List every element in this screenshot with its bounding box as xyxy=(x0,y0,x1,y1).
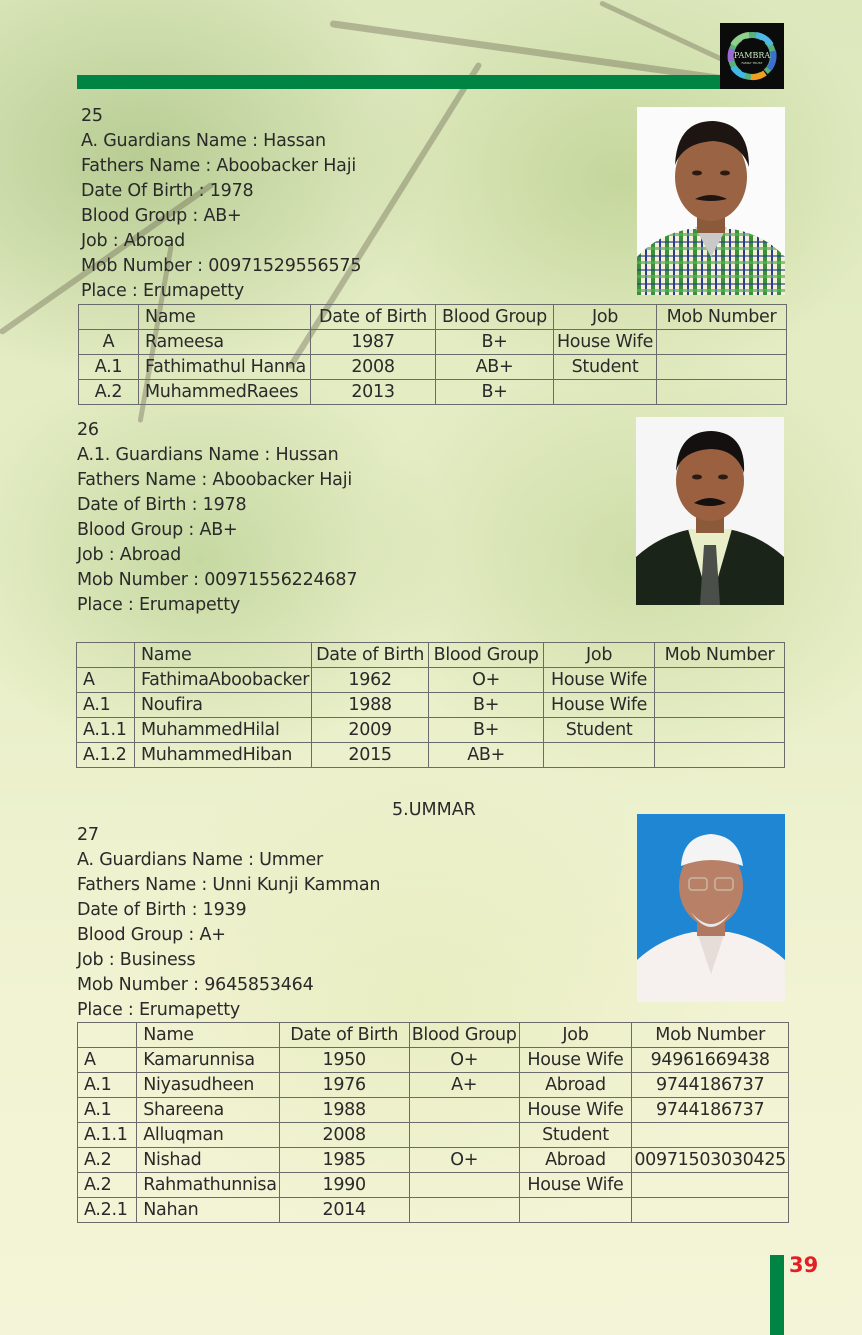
cell-mob-number xyxy=(655,718,785,743)
header-name: Name xyxy=(137,1023,279,1048)
date-of-birth: Date Of Birth : 1978 xyxy=(81,181,254,201)
place: Place : Erumapetty xyxy=(77,1000,241,1020)
mob-number: Mob Number : 9645853464 xyxy=(77,975,314,995)
cell-dob: 2009 xyxy=(312,718,429,743)
table-row xyxy=(78,1073,789,1098)
cell-name: Nahan xyxy=(137,1198,279,1223)
cell-blood-group xyxy=(409,1123,519,1148)
header-job: Job xyxy=(554,305,657,330)
logo-hands-circle-icon xyxy=(723,27,781,85)
cell-dob: 2013 xyxy=(311,380,436,405)
cell-dob: 2014 xyxy=(279,1198,409,1223)
table-row xyxy=(78,1198,789,1223)
cell-name: Rameesa xyxy=(139,330,311,355)
cell-mob-number: 9744186737 xyxy=(632,1098,789,1123)
cell-dob: 2008 xyxy=(279,1123,409,1148)
cell-dob: 1987 xyxy=(311,330,436,355)
cell-code: A.1 xyxy=(78,1073,137,1098)
cell-job xyxy=(519,1198,632,1223)
cell-blood-group: AB+ xyxy=(436,355,554,380)
cell-code: A.2 xyxy=(78,1148,137,1173)
job: Job : Abroad xyxy=(81,231,186,251)
cell-dob: 2015 xyxy=(312,743,429,768)
cell-blood-group: B+ xyxy=(436,380,554,405)
cell-mob-number xyxy=(632,1123,789,1148)
guardian-name: A.1. Guardians Name : Hussan xyxy=(77,445,339,465)
header-blood-group: Blood Group xyxy=(436,305,554,330)
table-header-row xyxy=(79,305,787,330)
header-blood-group: Blood Group xyxy=(409,1023,519,1048)
cell-dob: 1976 xyxy=(279,1073,409,1098)
header-dob: Date of Birth xyxy=(279,1023,409,1048)
header-blood-group: Blood Group xyxy=(429,643,544,668)
cell-mob-number: 9744186737 xyxy=(632,1073,789,1098)
cell-mob-number xyxy=(657,355,787,380)
place: Place : Erumapetty xyxy=(81,281,245,301)
table-row xyxy=(78,1123,789,1148)
cell-name: FathimaAboobacker xyxy=(135,668,312,693)
table-row xyxy=(78,1098,789,1123)
portrait-elderly-man-cap-icon xyxy=(637,814,785,1002)
cell-job: Student xyxy=(544,718,655,743)
cell-dob: 2008 xyxy=(311,355,436,380)
portrait-man-checked-shirt-icon xyxy=(637,107,785,295)
cell-name: Shareena xyxy=(137,1098,279,1123)
cell-mob-number xyxy=(655,693,785,718)
table-row xyxy=(77,718,785,743)
cell-name: Kamarunnisa xyxy=(137,1048,279,1073)
header-job: Job xyxy=(519,1023,632,1048)
cell-mob-number xyxy=(655,743,785,768)
header-mob-number: Mob Number xyxy=(655,643,785,668)
table-row xyxy=(78,1173,789,1198)
place: Place : Erumapetty xyxy=(77,595,241,615)
header-name: Name xyxy=(139,305,311,330)
cell-job xyxy=(544,743,655,768)
cell-job: House Wife xyxy=(519,1098,632,1123)
cell-dob: 1988 xyxy=(279,1098,409,1123)
cell-job: House Wife xyxy=(554,330,657,355)
date-of-birth: Date of Birth : 1978 xyxy=(77,495,247,515)
footer-bar xyxy=(770,1255,784,1335)
cell-code: A.1 xyxy=(79,355,139,380)
cell-code: A.2 xyxy=(78,1173,137,1198)
cell-job: Abroad xyxy=(519,1148,632,1173)
table-row xyxy=(77,668,785,693)
page-number: 39 xyxy=(789,1253,819,1277)
header-code xyxy=(77,643,135,668)
entry-number: 27 xyxy=(77,825,99,845)
table-row xyxy=(79,330,787,355)
entry-number: 25 xyxy=(81,106,103,126)
portrait-photo-entry-26 xyxy=(636,417,784,605)
cell-name: MuhammedHilal xyxy=(135,718,312,743)
fathers-name: Fathers Name : Unni Kunji Kamman xyxy=(77,875,381,895)
portrait-photo-entry-25 xyxy=(637,107,785,295)
table-row xyxy=(79,355,787,380)
cell-name: Nishad xyxy=(137,1148,279,1173)
header-job: Job xyxy=(544,643,655,668)
cell-blood-group: O+ xyxy=(429,668,544,693)
guardian-name: A. Guardians Name : Ummer xyxy=(77,850,324,870)
blood-group: Blood Group : AB+ xyxy=(81,206,242,226)
cell-dob: 1988 xyxy=(312,693,429,718)
table-row xyxy=(77,743,785,768)
entry-26-details xyxy=(77,418,357,618)
cell-mob-number xyxy=(632,1173,789,1198)
cell-mob-number: 94961669438 xyxy=(632,1048,789,1073)
cell-blood-group: O+ xyxy=(409,1148,519,1173)
table-header-row xyxy=(77,643,785,668)
fathers-name: Fathers Name : Aboobacker Haji xyxy=(77,470,353,490)
cell-blood-group: B+ xyxy=(436,330,554,355)
table-header-row xyxy=(78,1023,789,1048)
table-row xyxy=(78,1048,789,1073)
cell-dob: 1985 xyxy=(279,1148,409,1173)
cell-name: MuhammedRaees xyxy=(139,380,311,405)
cell-blood-group xyxy=(409,1173,519,1198)
cell-blood-group xyxy=(409,1098,519,1123)
date-of-birth: Date of Birth : 1939 xyxy=(77,900,247,920)
portrait-man-suit-tie-icon xyxy=(636,417,784,605)
svg-text:PAMBRA: PAMBRA xyxy=(733,51,771,60)
cell-blood-group: AB+ xyxy=(429,743,544,768)
entry-25-details xyxy=(81,104,361,304)
header-mob-number: Mob Number xyxy=(632,1023,789,1048)
cell-dob: 1990 xyxy=(279,1173,409,1198)
cell-name: Noufira xyxy=(135,693,312,718)
job: Job : Abroad xyxy=(77,545,182,565)
job: Job : Business xyxy=(77,950,196,970)
cell-name: Fathimathul Hanna xyxy=(139,355,311,380)
cell-dob: 1950 xyxy=(279,1048,409,1073)
cell-blood-group: B+ xyxy=(429,718,544,743)
cell-mob-number xyxy=(632,1198,789,1223)
cell-job: House Wife xyxy=(519,1048,632,1073)
cell-code: A.1 xyxy=(77,693,135,718)
cell-code: A.1.2 xyxy=(77,743,135,768)
cell-mob-number xyxy=(657,330,787,355)
header-code xyxy=(78,1023,137,1048)
cell-job xyxy=(554,380,657,405)
cell-blood-group xyxy=(409,1198,519,1223)
cell-code: A xyxy=(77,668,135,693)
cell-code: A xyxy=(79,330,139,355)
cell-job: Abroad xyxy=(519,1073,632,1098)
mob-number: Mob Number : 00971556224687 xyxy=(77,570,358,590)
cell-job: House Wife xyxy=(544,693,655,718)
cell-code: A.1.1 xyxy=(77,718,135,743)
header-dob: Date of Birth xyxy=(311,305,436,330)
guardian-name: A. Guardians Name : Hassan xyxy=(81,131,326,151)
table-row xyxy=(78,1148,789,1173)
blood-group: Blood Group : A+ xyxy=(77,925,226,945)
cell-job: House Wife xyxy=(544,668,655,693)
cell-code: A.2.1 xyxy=(78,1198,137,1223)
family-table-entry-26 xyxy=(76,642,785,768)
cell-code: A xyxy=(78,1048,137,1073)
entry-27-details xyxy=(77,823,380,1023)
family-table-entry-27 xyxy=(77,1022,789,1223)
cell-blood-group: A+ xyxy=(409,1073,519,1098)
family-table-entry-25 xyxy=(78,304,787,405)
cell-job: House Wife xyxy=(519,1173,632,1198)
svg-text:FAMILY TRUST: FAMILY TRUST xyxy=(741,61,763,65)
cell-name: Alluqman xyxy=(137,1123,279,1148)
cell-mob-number xyxy=(657,380,787,405)
cell-name: Niyasudheen xyxy=(137,1073,279,1098)
header-code xyxy=(79,305,139,330)
header-bar xyxy=(77,75,720,89)
section-title: 5.UMMAR xyxy=(392,800,476,820)
mob-number: Mob Number : 00971529556575 xyxy=(81,256,362,276)
cell-blood-group: O+ xyxy=(409,1048,519,1073)
cell-dob: 1962 xyxy=(312,668,429,693)
cell-job: Student xyxy=(554,355,657,380)
pambra-family-logo xyxy=(720,23,784,89)
table-row xyxy=(77,693,785,718)
cell-mob-number xyxy=(655,668,785,693)
cell-blood-group: B+ xyxy=(429,693,544,718)
cell-code: A.1.1 xyxy=(78,1123,137,1148)
cell-job: Student xyxy=(519,1123,632,1148)
header-mob-number: Mob Number xyxy=(657,305,787,330)
cell-code: A.1 xyxy=(78,1098,137,1123)
entry-number: 26 xyxy=(77,420,99,440)
table-row xyxy=(79,380,787,405)
blood-group: Blood Group : AB+ xyxy=(77,520,238,540)
cell-mob-number: 00971503030425 xyxy=(632,1148,789,1173)
cell-code: A.2 xyxy=(79,380,139,405)
cell-name: MuhammedHiban xyxy=(135,743,312,768)
header-dob: Date of Birth xyxy=(312,643,429,668)
cell-name: Rahmathunnisa xyxy=(137,1173,279,1198)
portrait-photo-entry-27 xyxy=(637,814,785,1002)
header-name: Name xyxy=(135,643,312,668)
fathers-name: Fathers Name : Aboobacker Haji xyxy=(81,156,357,176)
